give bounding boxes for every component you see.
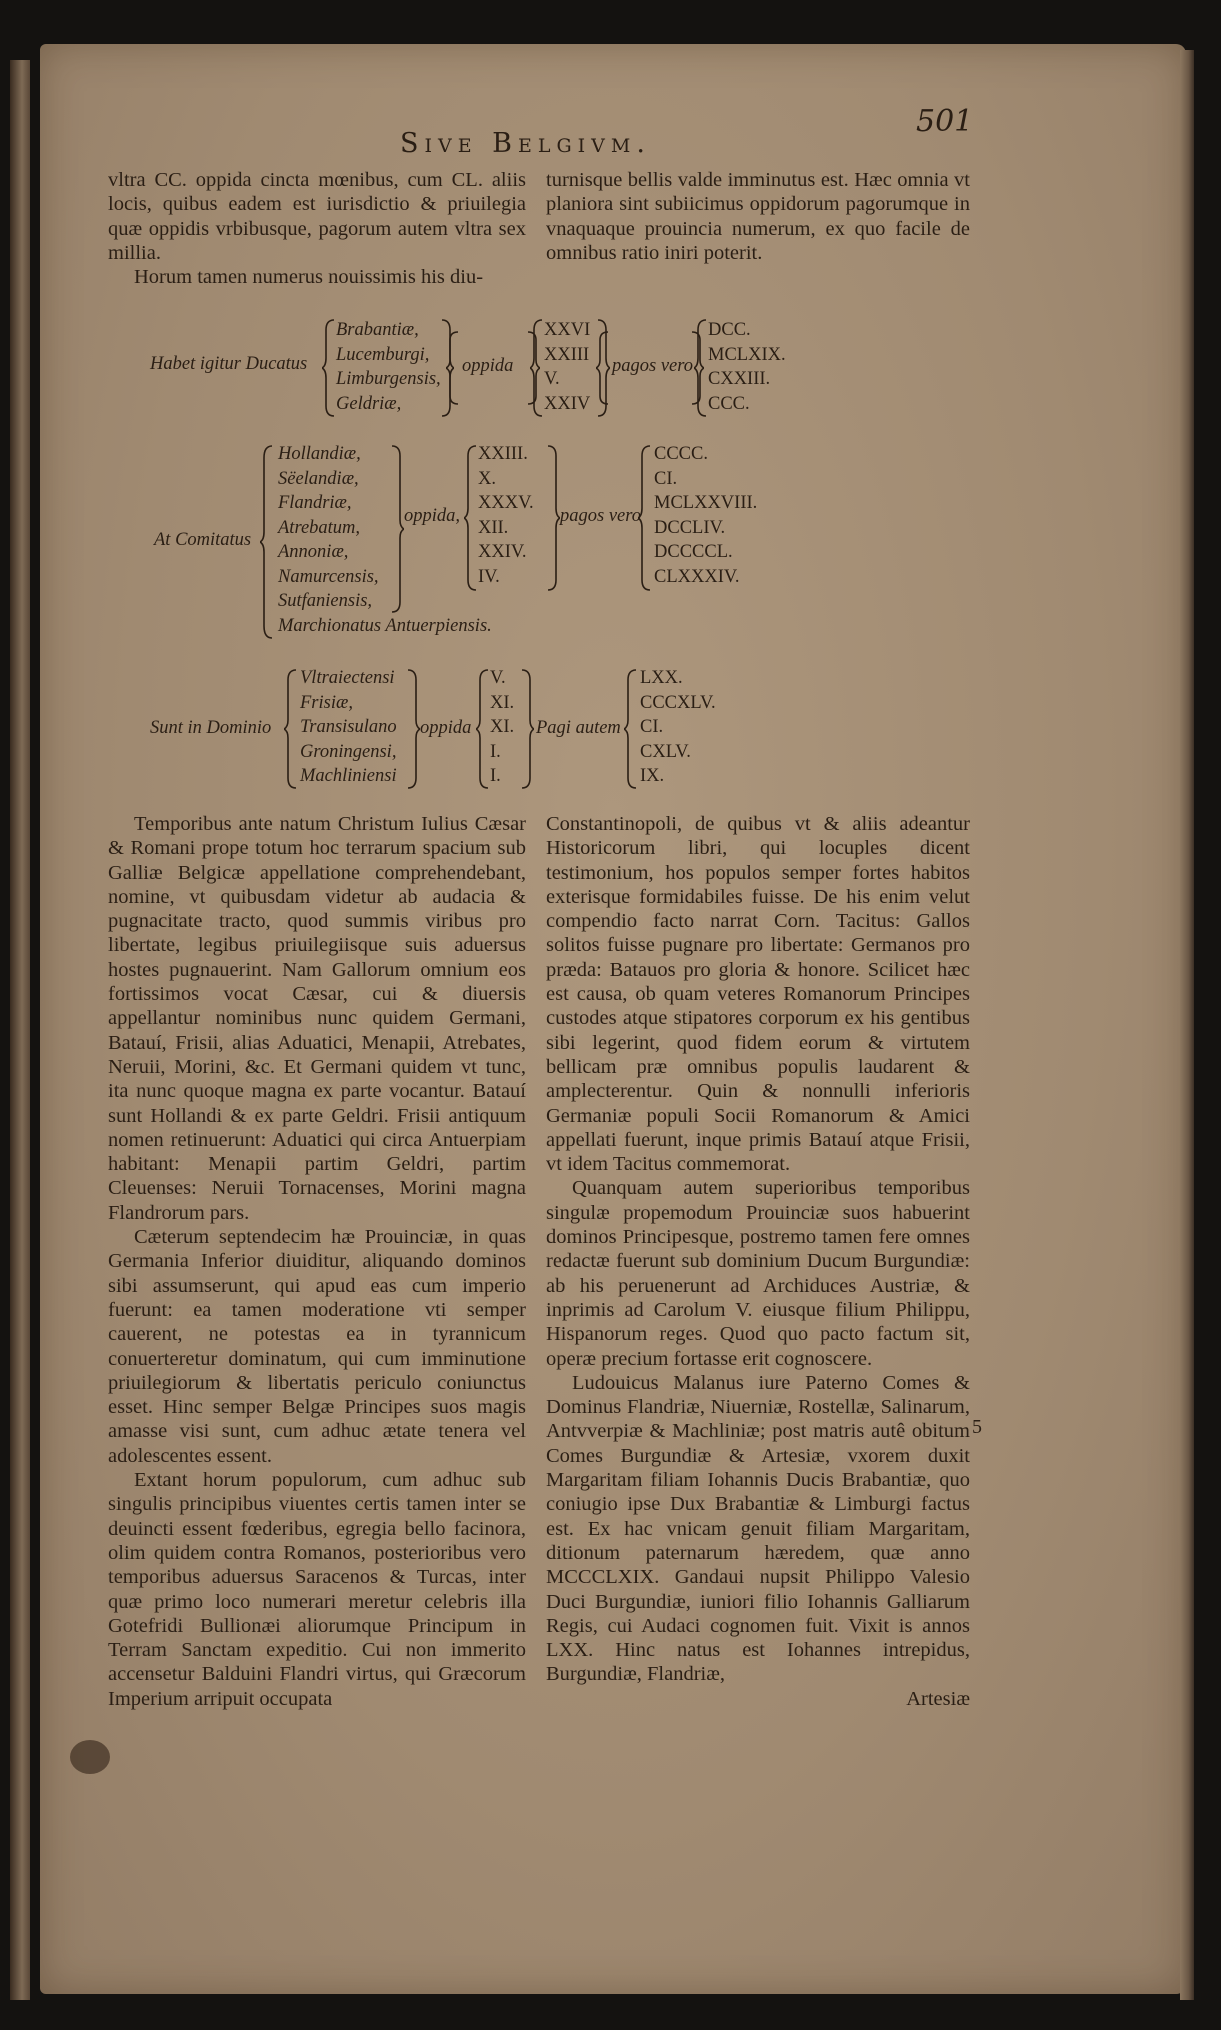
- comitatus-oppida-label: oppida,: [404, 506, 461, 526]
- brace-icon: [284, 668, 298, 790]
- dominium-pagi-label: Pagi autem: [536, 718, 621, 738]
- intro-right-column: [546, 168, 970, 265]
- intro-left-column: [108, 168, 526, 289]
- body-right-para-2: Quanquam autem superioribus temporibus singulæ propemodum Prouinciæ suos habuerint dominos Principesque, postremo tamen fere omnes redactæ fuerunt sub dominium Ducum Burgundiæ: ab his peruenerunt ad Archiduces Austriæ, & inprimis ad Carolum V. eiusque filium Philippu, Hispanorum reges. Quod quo pacto factum sit, operæ precium fortasse erit cognoscere.: [546, 1177, 970, 1370]
- brace-icon: [596, 330, 610, 406]
- intro-left-para-1: vltra CC. oppida cincta mœnibus, cum CL. aliis locis, quibus eadem est iurisdictio & priuilegia quæ oppidis vrbibusque, pagorum autem vltra sex millia.: [108, 169, 526, 264]
- brace-icon: [638, 444, 652, 592]
- margin-mark: 5: [972, 1416, 982, 1438]
- comitatus-names: Hollandiæ, Sëelandiæ, Flandriæ, Atrebatum, Annoniæ, Namurcensis, Sutfaniensis, Marchionatus Antuerpiensis.: [278, 444, 492, 636]
- ducatus-pagi: DCC. MCLXIX. CXXIII. CCC.: [708, 320, 786, 414]
- body-left-para-1: Temporibus ante natum Christum Iulius Cæsar & Romani prope totum hoc terrarum spacium sub Galliæ Belgicæ appellatione comprehendebant, nomine, vt quibusdam videtur ab audacia & pugnacitate tracto, quod summis viribus pro libertate, legibus priuilegiisque suis aduersus hostes pugnauerint. Nam Gallorum omnium eos fortissimos vocat Cæsar, cui & diuersis appellantur nominibus nunc quidem Germani, Batauí, Frisii, alias Aduatici, Menapii, Atrebates, Neruii, Morini, &c. Et Germani quidem vt tunc, ita nunc quoque magna ex parte vocantur. Batauí sunt Hollandi & ex parte Geldri. Frisii antiquum nomen retinuerunt: Aduatici qui circa Antuerpiam habitant: Menapii partim Geldri, partim Cleuenses: Neruii Tornacenses, Morini magna Flandrorum pars.: [108, 813, 526, 1224]
- brace-icon: [546, 444, 560, 592]
- body-left-para-2: Cæterum septendecim hæ Prouinciæ, in quas Germania Inferior diuiditur, aliquando dominos sibi assumserunt, qui apud eas cum imperio fuerunt: ea tamen moderatione vti semper cauerent, ne potestas ea in tyrannicum conuerteretur dominatum, qui cum imminutione priuilegiorum & libertatis periculo coniunctus esset. Hinc semper Belgæ Principes suos magis amasse visi sunt, cum adhuc ætate tenera vel adolescentes essent.: [108, 1226, 526, 1467]
- brace-icon: [624, 668, 638, 790]
- ducatus-pagi-label: pagos vero: [612, 356, 694, 376]
- ducatus-oppida: XXVI XXIII V. XXIV: [544, 320, 591, 414]
- dominium-oppida: V. XI. XI. I. I.: [490, 668, 515, 786]
- intro-left-para-2: Horum tamen numerus nouissimis his diu-: [134, 266, 484, 289]
- brace-icon: [694, 318, 708, 418]
- ducatus-oppida-label: oppida: [462, 356, 514, 376]
- ducatus-label: Habet igitur Ducatus: [150, 354, 308, 374]
- running-title: Sive Belgivm.: [400, 128, 651, 159]
- brace-icon: [406, 668, 420, 790]
- catchword: Artesiæ: [906, 1687, 970, 1710]
- dominium-names: Vltraiectensi Frisiæ, Transisulano Groningensi, Machliniensi: [300, 668, 397, 786]
- brace-icon: [476, 668, 490, 790]
- body-right-para-3: Ludouicus Malanus iure Paterno Comes & Dominus Flandriæ, Niuerniæ, Rostellæ, Salinarum, Antvverpiæ & Machliniæ; post matris autê obitum Comes Burgundiæ & Artesiæ, vxorem duxit Margaritam filiam Iohannis Ducis Brabantiæ, quo coniugio ipse Dux Brabantiæ & Limburgi factus est. Ex hac vnicam genuit filiam Margaritam, ditionum paternarum hæredem, quæ anno MCCCLXIX. Gandaui nupsit Philippo Valesio Duci Burgundiæ, iuniori filio Iohannis Galliarum Regis, cui Audaci cognomen fuit. Vixit is annos LXX. Hinc natus est Iohannes intrepidus, Burgundiæ, Flandriæ,: [546, 1371, 970, 1686]
- comitatus-pagi-label: pagos vero: [560, 506, 642, 526]
- ink-stain: [70, 1740, 110, 1774]
- comitatus-label: At Comitatus: [154, 530, 252, 550]
- body-right-column: [546, 812, 970, 1711]
- brace-icon: [322, 318, 336, 418]
- ducatus-names: Brabantiæ, Lucemburgi, Limburgensis, Geldriæ,: [336, 320, 441, 414]
- dominium-label: Sunt in Dominio: [150, 718, 272, 738]
- page-edge: [1180, 50, 1194, 2000]
- book-spine: [10, 60, 30, 2000]
- comitatus-oppida: XXIII. X. XXXV. XII. XXIV. IV.: [478, 444, 534, 587]
- brace-icon: [464, 444, 478, 592]
- brace-icon: [260, 444, 274, 640]
- dominium-pagi: LXX. CCCXLV. CI. CXLV. IX.: [640, 668, 716, 786]
- body-left-column: [108, 812, 526, 1711]
- comitatus-pagi: CCCC. CI. MCLXXVIII. DCCLIV. DCCCCL. CLXXXIV.: [654, 444, 758, 587]
- brace-icon: [446, 330, 460, 406]
- dominium-oppida-label: oppida: [420, 718, 472, 738]
- brace-icon: [390, 444, 404, 614]
- intro-right-para: turnisque bellis valde imminutus est. Hæc omnia vt planiora sint subiicimus oppidorum pagorumque in vnaquaque prouincia numerum, ex quo facile de omnibus ratio iniri poterit.: [546, 169, 970, 264]
- body-left-para-3: Extant horum populorum, cum adhuc sub singulis principibus viuentes certis tamen inter se deuincti essent fœderibus, egregia bello facinora, olim quidem contra Romanos, posterioribus vero temporibus aduersus Saracenos & Turcas, inter quæ primo loco numerari meretur celebris illa Gotefridi Bullionæi aliorumque Principum in Terram Sanctam expeditio. Cui non immerito accensetur Balduini Flandri virtus, qui Græcorum Imperium arripuit occupata: [108, 1469, 526, 1710]
- brace-icon: [530, 318, 544, 418]
- brace-icon: [520, 668, 534, 790]
- page-number: 501: [916, 104, 974, 139]
- body-right-para-1: Constantinopoli, de quibus vt & aliis adeantur Historicorum libri, qui locuples dicent testimonium, hos populos semper fortes habitos exterisque formidabiles fuisse. De his enim velut compendio facto narrat Corn. Tacitus: Gallos solitos fuisse pugnare pro libertate: Germanos pro præda: Batauos pro gloria & honore. Scilicet hæc est causa, ob quam veteres Romanorum Principes custodes atque stipatores corporum ex his gentibus sibi legerint, quod fidem eorum & virtutem bellicam præ omnibus populis laudarent & amplecterentur. Quin & nonnulli inferioris Germaniæ populi Socii Romanorum & Amici appellati fuerunt, inque primis Batauí atque Frisii, vt idem Tacitus commemorat.: [546, 813, 970, 1176]
